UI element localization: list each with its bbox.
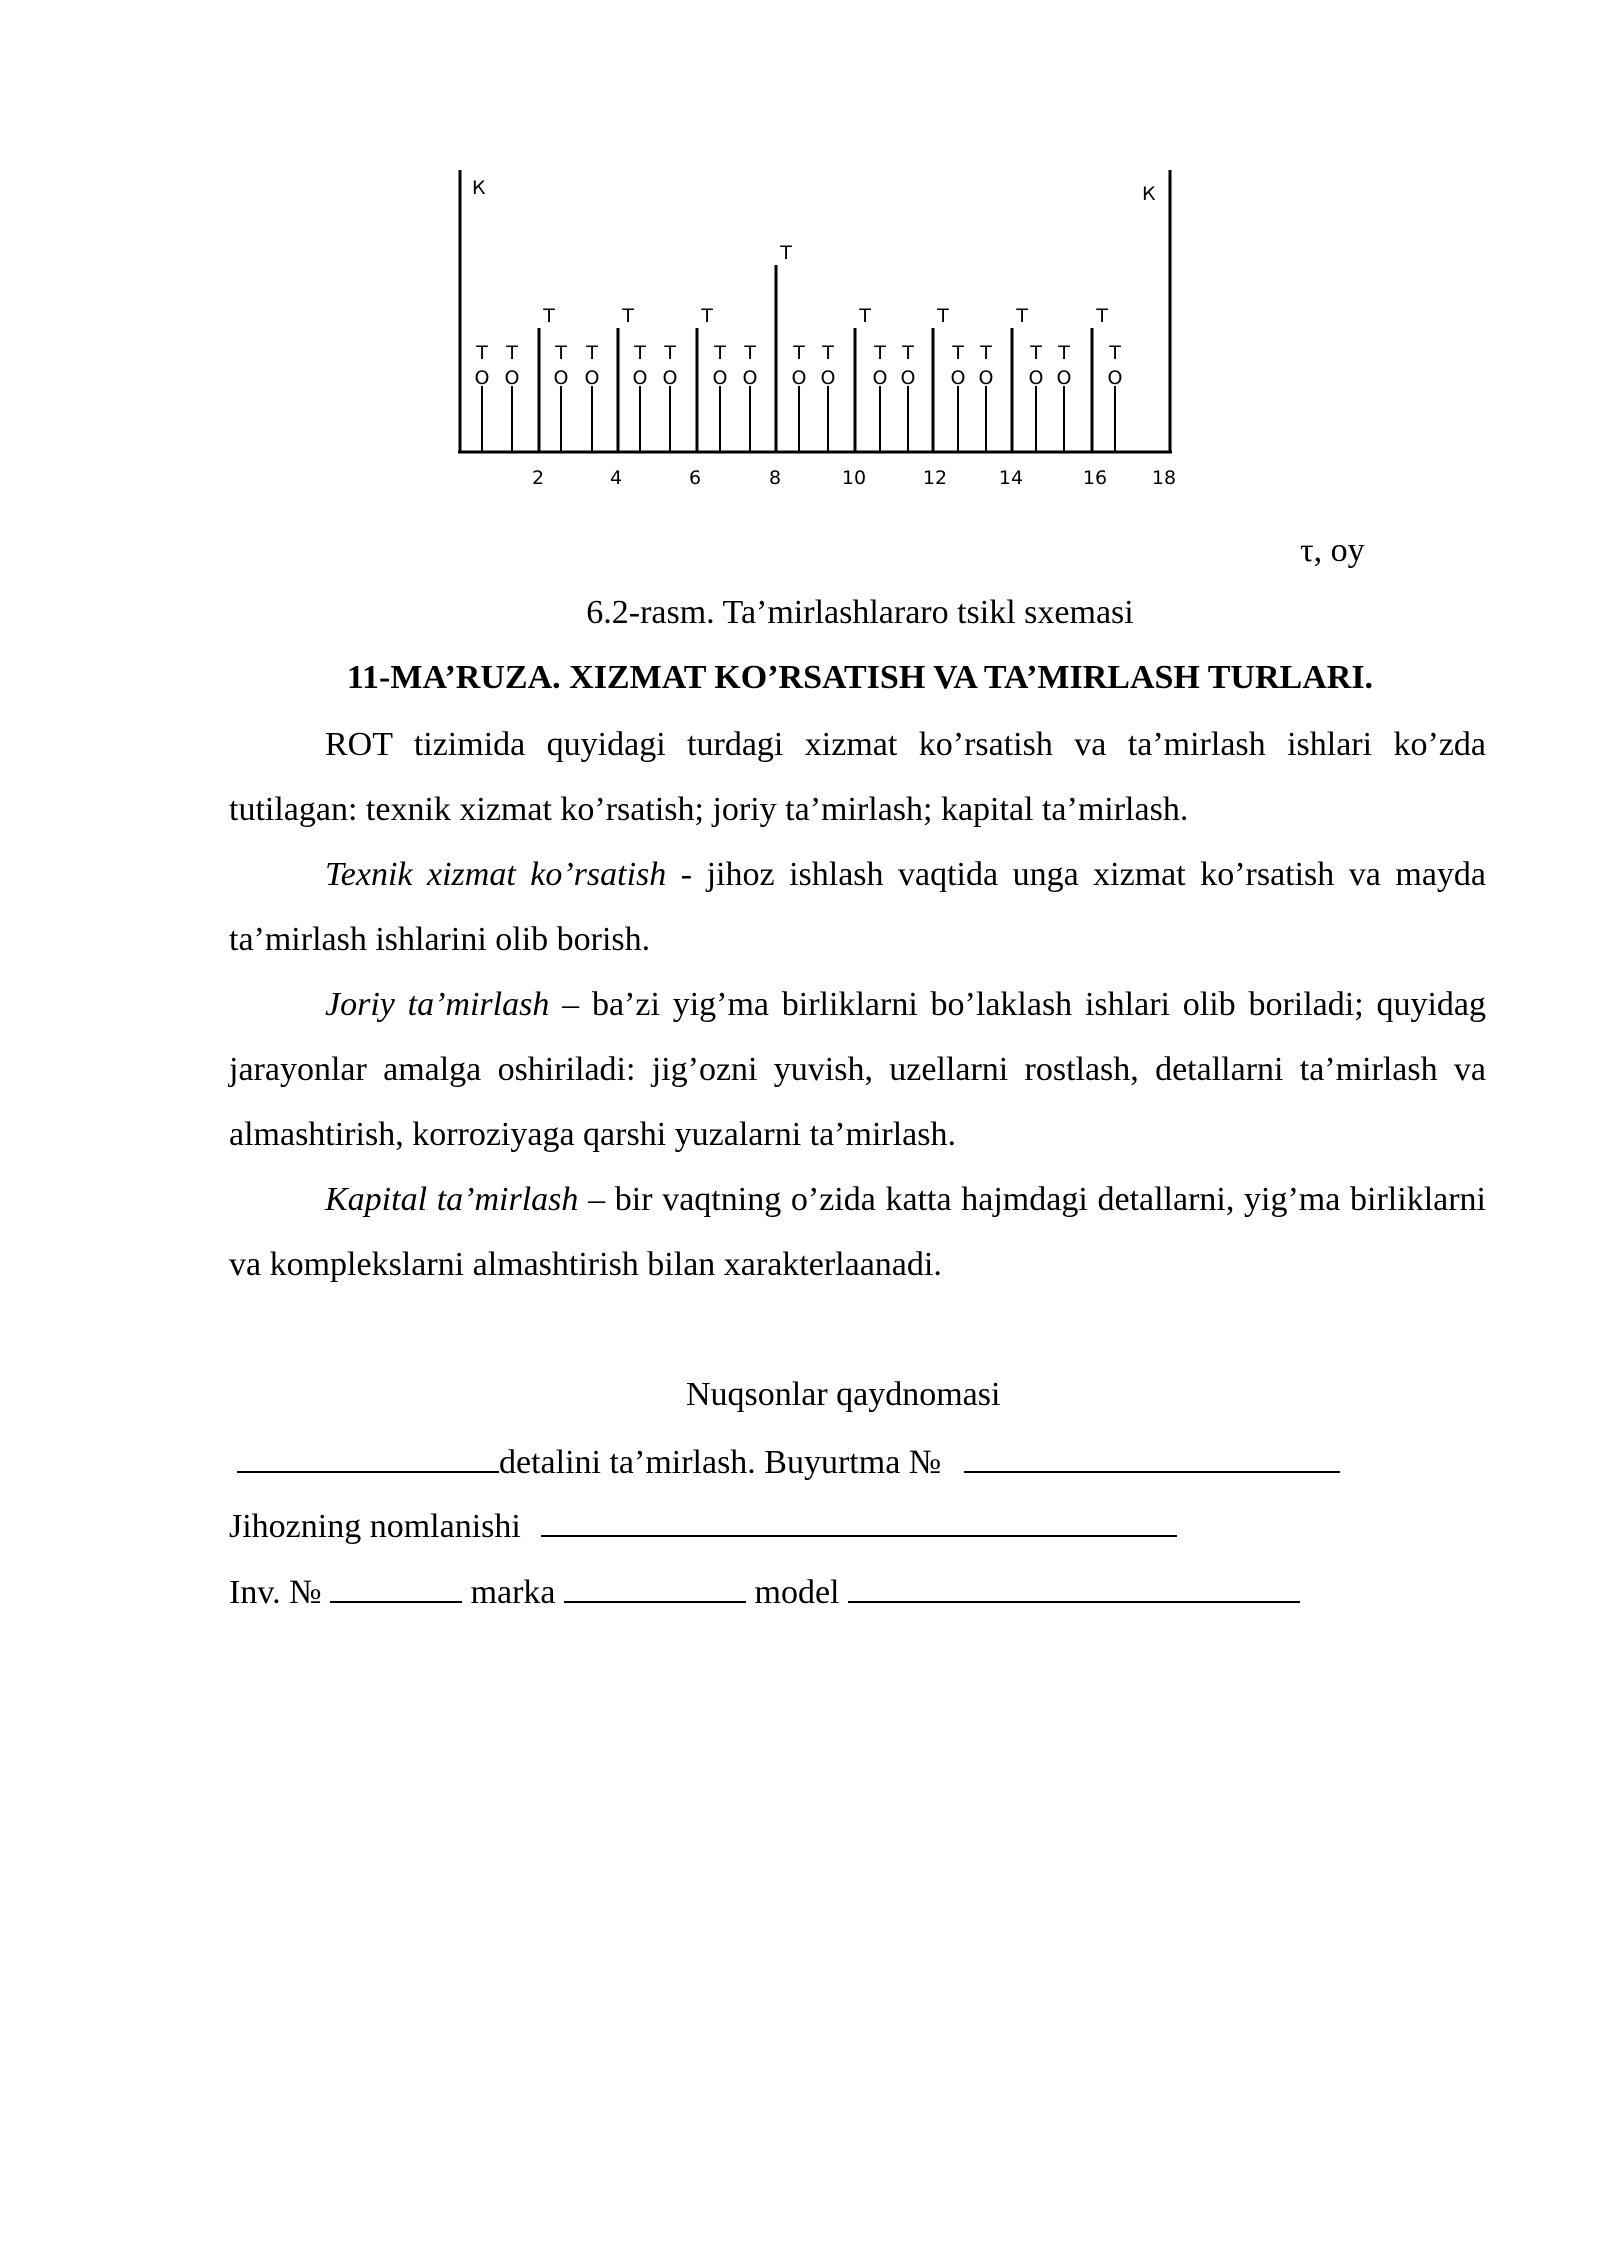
month-tick-label: 16 <box>1082 467 1108 489</box>
paragraph-text: - jihoz ishlash vaqtida unga xizmat ko’rsatish va mayda ta’mirlash ishlarini olib borish. <box>229 856 1487 958</box>
service-label-o: О <box>632 367 648 389</box>
paragraph-current-repair <box>229 972 1486 1167</box>
paragraph-text: – bir vaqtning o’zida katta hajmdagi detallarni, yig’ma birliklarni va komplekslarni almashtirish bilan xarakterlaanadi. <box>229 1181 1486 1283</box>
form-line-inventory <box>229 1571 1300 1610</box>
term-current-repair: Joriy ta’mirlash <box>325 986 550 1023</box>
service-label-t: Т <box>822 342 834 364</box>
model-label: model <box>754 1574 840 1611</box>
month-tick-label: 2 <box>531 467 545 489</box>
equipment-name-blank[interactable] <box>541 1505 1177 1537</box>
service-label-o: О <box>978 367 994 389</box>
service-label-t: Т <box>1058 342 1070 364</box>
service-label-t: Т <box>980 342 992 364</box>
service-label-o: О <box>553 367 569 389</box>
form-title: Nuqsonlar qaydnomasi <box>686 1376 1001 1413</box>
inventory-blank[interactable] <box>330 1571 462 1603</box>
figure-caption: 6.2-rasm. Ta’mirlashlararo tsikl sxemasi <box>586 594 1134 631</box>
order-label: detalini ta’mirlash. Buyurtma № <box>499 1444 942 1481</box>
tall-repair-label: Т <box>701 305 713 327</box>
service-label-t: Т <box>634 342 646 364</box>
frame-label-left: К <box>472 177 486 199</box>
service-label-t: Т <box>664 342 676 364</box>
service-label-o: О <box>900 367 916 389</box>
service-label-t: Т <box>902 342 914 364</box>
service-label-t: Т <box>476 342 488 364</box>
repair-cycle-diagram <box>0 0 1600 520</box>
inventory-label: Inv. № <box>229 1574 322 1611</box>
month-tick-label: 8 <box>768 467 782 489</box>
service-label-t: Т <box>1030 342 1042 364</box>
service-label-t: Т <box>586 342 598 364</box>
service-label-t: Т <box>714 342 726 364</box>
service-label-o: О <box>820 367 836 389</box>
service-label-o: О <box>1056 367 1072 389</box>
marka-label: marka <box>470 1574 556 1611</box>
axis-unit-label: τ, oy <box>1300 532 1365 569</box>
service-label-t: Т <box>952 342 964 364</box>
month-tick-label: 10 <box>841 467 867 489</box>
service-label-o: О <box>791 367 807 389</box>
tall-repair-label: Т <box>937 305 949 327</box>
model-blank[interactable] <box>848 1571 1300 1603</box>
service-label-o: О <box>950 367 966 389</box>
month-tick-label: 18 <box>1151 467 1177 489</box>
tall-repair-label: Т <box>543 305 555 327</box>
service-label-o: О <box>742 367 758 389</box>
service-label-t: Т <box>874 342 886 364</box>
form-line-order <box>237 1441 1340 1480</box>
equipment-name-label: Jihozning nomlanishi <box>229 1508 521 1545</box>
frame-label-right: К <box>1142 183 1156 205</box>
service-label-o: О <box>712 367 728 389</box>
term-technical-service: Texnik xizmat ko’rsatish <box>325 856 667 893</box>
service-label-o: О <box>474 367 490 389</box>
tall-repair-label: Т <box>622 305 634 327</box>
tall-repair-label: Т <box>1016 305 1028 327</box>
month-tick-label: 6 <box>688 467 702 489</box>
paragraph-technical-service <box>229 842 1486 972</box>
month-tick-label: 12 <box>922 467 948 489</box>
service-label-t: Т <box>1109 342 1121 364</box>
paragraph-capital-repair <box>229 1167 1486 1297</box>
service-label-t: Т <box>506 342 518 364</box>
term-capital-repair: Kapital ta’mirlash <box>325 1181 579 1218</box>
order-number-blank[interactable] <box>964 1441 1340 1473</box>
service-label-o: О <box>662 367 678 389</box>
form-line-equipment <box>229 1505 1177 1544</box>
service-label-t: Т <box>744 342 756 364</box>
service-label-o: О <box>872 367 888 389</box>
paragraph-rot-system <box>229 712 1486 842</box>
tall-repair-label: Т <box>1096 305 1108 327</box>
mid-cycle-label: Т <box>780 242 792 264</box>
service-label-t: Т <box>555 342 567 364</box>
month-tick-label: 14 <box>998 467 1024 489</box>
service-label-o: О <box>1028 367 1044 389</box>
detail-name-blank[interactable] <box>237 1441 499 1473</box>
tall-repair-label: Т <box>859 305 871 327</box>
lecture-title: 11-MA’RUZA. XIZMAT KO’RSATISH VA TA’MIRLASH TURLARI. <box>346 659 1374 696</box>
paragraph-text: – ba’zi yig’ma birliklarni bo’laklash ishlari olib boriladi; quyidag jarayonlar amalga oshiriladi: jig’ozni yuvish, uzellarni rostlash, detallarni ta’mirlash va almashtirish, korroziyaga qarshi yuzalarni ta’mirlash. <box>229 986 1486 1153</box>
service-label-o: О <box>504 367 520 389</box>
service-label-t: Т <box>793 342 805 364</box>
service-label-o: О <box>1107 367 1123 389</box>
service-label-o: О <box>584 367 600 389</box>
month-tick-label: 4 <box>609 467 623 489</box>
paragraph-text: ROT tizimida quyidagi turdagi xizmat ko’rsatish va ta’mirlash ishlari ko’zda tutilagan: texnik xizmat ko’rsatish; joriy ta’mirlash; kapital ta’mirlash. <box>229 726 1486 828</box>
marka-blank[interactable] <box>564 1571 746 1603</box>
